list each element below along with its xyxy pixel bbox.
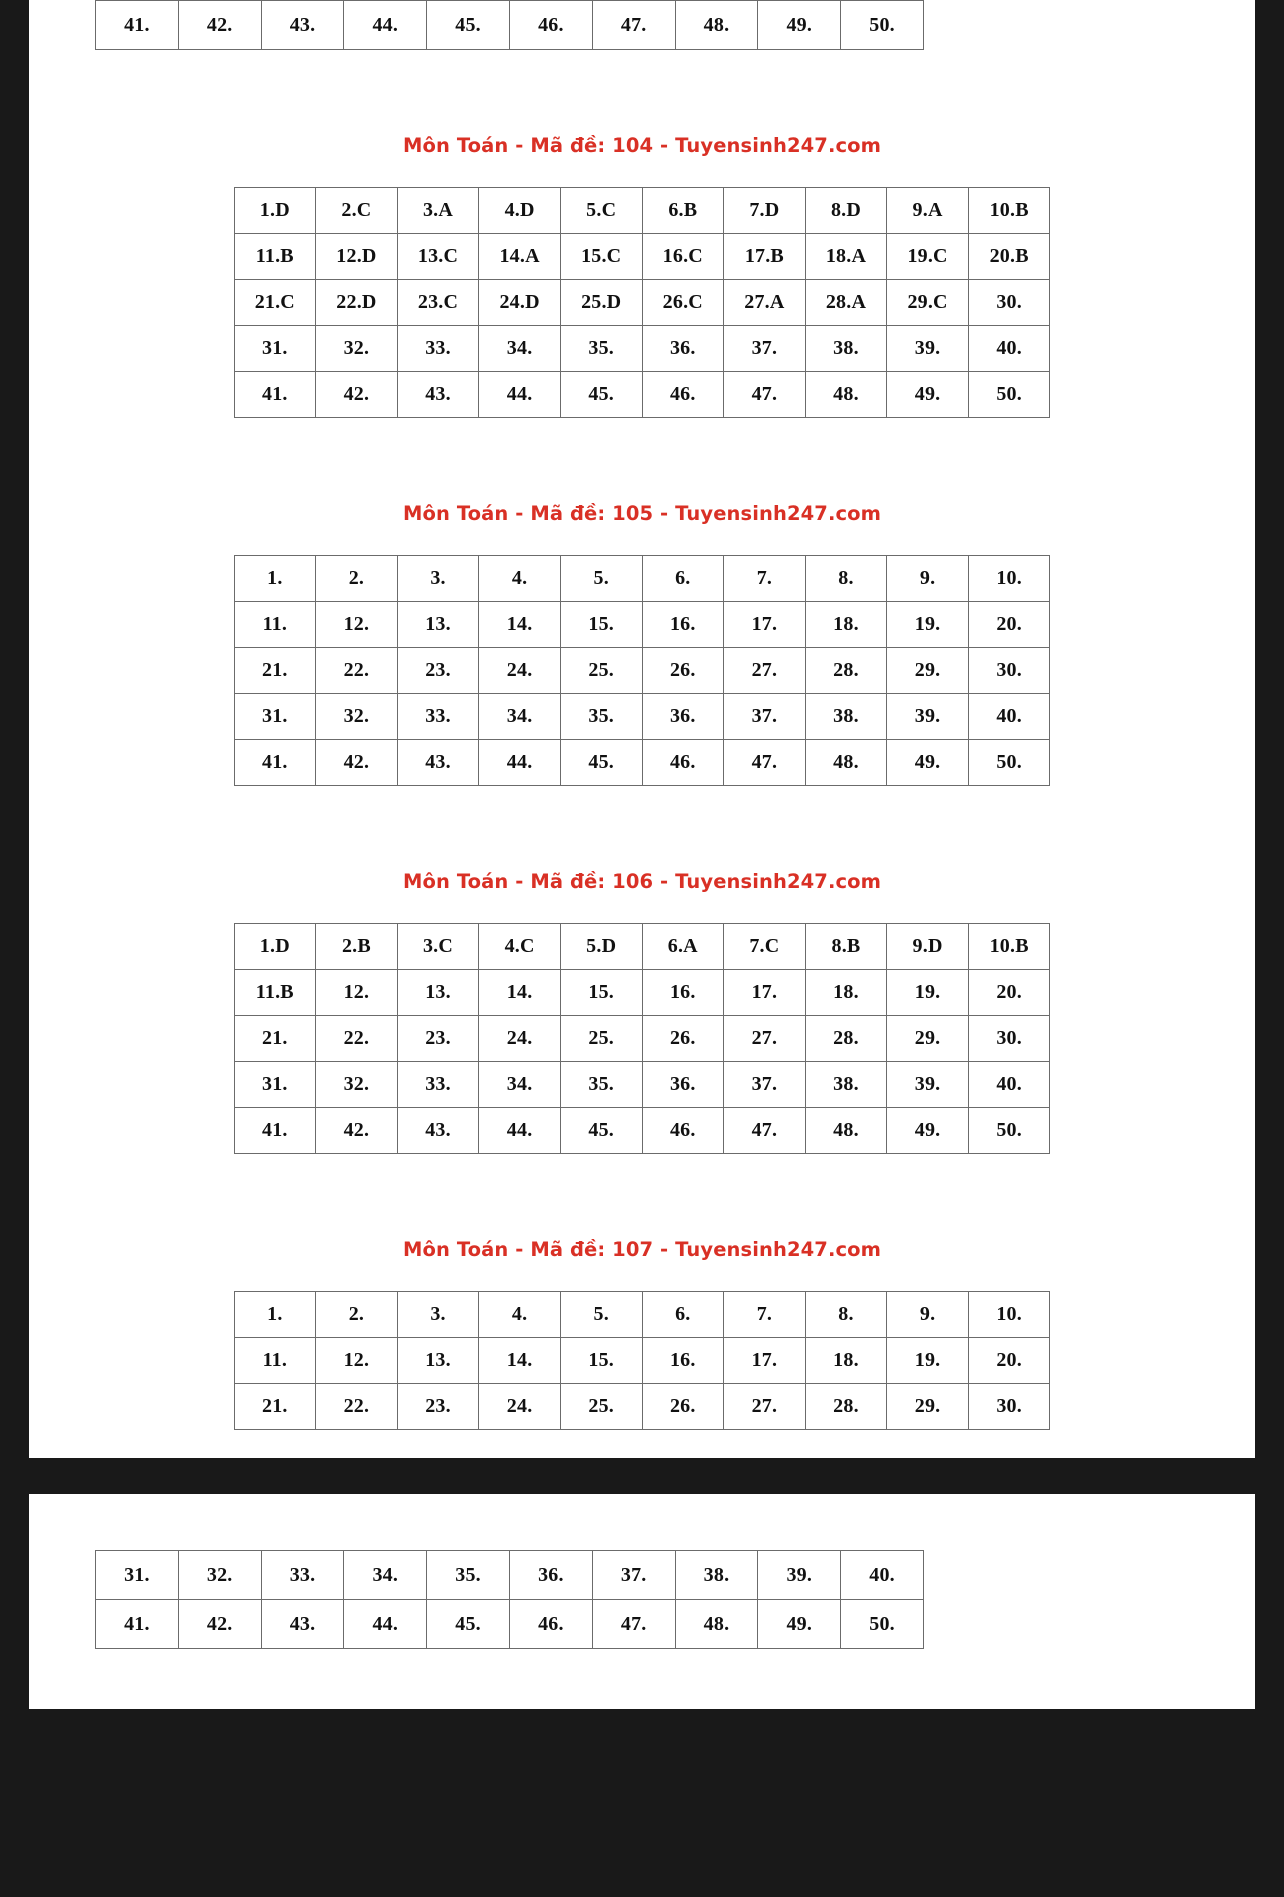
- answer-cell: 24.D: [479, 280, 561, 326]
- section-top-spacer: [29, 50, 1255, 134]
- answer-cell: 4.: [479, 556, 561, 602]
- answer-cell: 50.: [968, 1108, 1050, 1154]
- answer-cell: 43.: [261, 1600, 344, 1649]
- answer-cell: 15.: [560, 1338, 642, 1384]
- answer-cell: 42.: [316, 740, 398, 786]
- answer-cell: 3.: [397, 1292, 479, 1338]
- answer-cell: 19.: [887, 1338, 969, 1384]
- answer-cell: 16.: [642, 602, 724, 648]
- answer-cell: 25.D: [560, 280, 642, 326]
- answer-cell: 8.: [805, 556, 887, 602]
- answer-table-105: [234, 555, 1051, 786]
- answer-cell: 43.: [397, 740, 479, 786]
- answer-cell: 26.C: [642, 280, 724, 326]
- answer-cell: 45.: [560, 740, 642, 786]
- answer-cell: 44.: [344, 1, 427, 50]
- table-row: [96, 1551, 924, 1600]
- answer-cell: 38.: [805, 1062, 887, 1108]
- table-row: [96, 1600, 924, 1649]
- answer-cell: 6.: [642, 556, 724, 602]
- answer-cell: 15.C: [560, 234, 642, 280]
- answer-cell: 19.C: [887, 234, 969, 280]
- table-row: [234, 326, 1050, 372]
- answer-cell: 27.: [724, 1016, 806, 1062]
- answer-cell: 9.A: [887, 188, 969, 234]
- answer-cell: 30.: [968, 648, 1050, 694]
- answer-cell: 41.: [96, 1, 179, 50]
- answer-cell: 25.: [560, 648, 642, 694]
- answer-cell: 21.C: [234, 280, 316, 326]
- answer-cell: 45.: [560, 1108, 642, 1154]
- answer-cell: 32.: [316, 694, 398, 740]
- answer-cell: 2.: [316, 1292, 398, 1338]
- answer-cell: 48.: [805, 1108, 887, 1154]
- answer-cell: 45.: [427, 1600, 510, 1649]
- answer-cell: 21.: [234, 1016, 316, 1062]
- answer-cell: 31.: [234, 1062, 316, 1108]
- answer-cell: 11.: [234, 602, 316, 648]
- answer-cell: 27.: [724, 1384, 806, 1430]
- answer-cell: 14.: [479, 970, 561, 1016]
- answer-cell: 33.: [261, 1551, 344, 1600]
- answer-cell: 50.: [968, 372, 1050, 418]
- answer-cell: 39.: [887, 694, 969, 740]
- answer-sections: [29, 50, 1255, 1430]
- answer-cell: 28.: [805, 648, 887, 694]
- answer-cell: 47.: [724, 372, 806, 418]
- answer-cell: 26.: [642, 648, 724, 694]
- answer-cell: 3.: [397, 556, 479, 602]
- answer-cell: 33.: [397, 694, 479, 740]
- answer-cell: 2.: [316, 556, 398, 602]
- answer-cell: 33.: [397, 1062, 479, 1108]
- answer-cell: 47.: [724, 1108, 806, 1154]
- answer-cell: 1.: [234, 556, 316, 602]
- next-page-table-wrapper: [29, 1550, 1255, 1649]
- answer-cell: 22.: [316, 648, 398, 694]
- answer-cell: 11.B: [234, 234, 316, 280]
- answer-cell: 2.B: [316, 924, 398, 970]
- answer-cell: 12.: [316, 602, 398, 648]
- answer-cell: 1.D: [234, 924, 316, 970]
- answer-cell: 48.: [675, 1600, 758, 1649]
- table-row: [96, 1, 924, 50]
- answer-table-107: [234, 1291, 1051, 1430]
- answer-cell: 15.: [560, 602, 642, 648]
- answer-cell: 38.: [805, 326, 887, 372]
- answer-cell: 12.D: [316, 234, 398, 280]
- answer-cell: 50.: [841, 1, 924, 50]
- answer-cell: 50.: [841, 1600, 924, 1649]
- section-title-spacer: [29, 157, 1255, 187]
- answer-table-next-page: [95, 1550, 924, 1649]
- answer-cell: 14.: [479, 602, 561, 648]
- answer-cell: 24.: [479, 1016, 561, 1062]
- answer-cell: 47.: [724, 740, 806, 786]
- answer-cell: 7.C: [724, 924, 806, 970]
- answer-cell: 5.: [560, 1292, 642, 1338]
- answer-cell: 44.: [479, 372, 561, 418]
- answer-cell: 9.D: [887, 924, 969, 970]
- answer-cell: 13.: [397, 1338, 479, 1384]
- section-top-spacer: [29, 1154, 1255, 1238]
- section-title-107: Môn Toán - Mã đề: 107 - Tuyensinh247.com: [402, 1238, 882, 1261]
- section-title-106: Môn Toán - Mã đề: 106 - Tuyensinh247.com: [402, 870, 882, 893]
- answer-cell: 13.: [397, 602, 479, 648]
- answer-cell: 35.: [427, 1551, 510, 1600]
- answer-cell: 37.: [724, 326, 806, 372]
- answer-cell: 43.: [261, 1, 344, 50]
- answer-cell: 39.: [887, 326, 969, 372]
- answer-cell: 42.: [178, 1600, 261, 1649]
- answer-cell: 43.: [397, 1108, 479, 1154]
- answer-cell: 41.: [234, 372, 316, 418]
- table-row: [234, 280, 1050, 326]
- answer-cell: 13.: [397, 970, 479, 1016]
- answer-table-continuation: [95, 0, 924, 50]
- answer-cell: 34.: [479, 1062, 561, 1108]
- table-row: [234, 740, 1050, 786]
- answer-cell: 48.: [805, 372, 887, 418]
- table-row: [234, 556, 1050, 602]
- answer-cell: 48.: [805, 740, 887, 786]
- answer-cell: 22.D: [316, 280, 398, 326]
- answer-cell: 20.: [968, 602, 1050, 648]
- answer-cell: 18.: [805, 602, 887, 648]
- answer-cell: 31.: [234, 326, 316, 372]
- answer-cell: 49.: [887, 740, 969, 786]
- answer-cell: 18.: [805, 1338, 887, 1384]
- answer-cell: 33.: [397, 326, 479, 372]
- page-separator-gap: [0, 1458, 1284, 1494]
- answer-cell: 41.: [96, 1600, 179, 1649]
- answer-cell: 2.C: [316, 188, 398, 234]
- answer-cell: 8.D: [805, 188, 887, 234]
- section-title-spacer: [29, 1261, 1255, 1291]
- answer-cell: 43.: [397, 372, 479, 418]
- answer-cell: 22.: [316, 1016, 398, 1062]
- answer-cell: 18.A: [805, 234, 887, 280]
- answer-cell: 32.: [316, 326, 398, 372]
- answer-cell: 40.: [841, 1551, 924, 1600]
- answer-cell: 17.: [724, 602, 806, 648]
- answer-cell: 5.: [560, 556, 642, 602]
- answer-cell: 44.: [479, 740, 561, 786]
- answer-cell: 24.: [479, 1384, 561, 1430]
- answer-cell: 38.: [675, 1551, 758, 1600]
- answer-cell: 46.: [642, 372, 724, 418]
- section-title-104: Môn Toán - Mã đề: 104 - Tuyensinh247.com: [402, 134, 882, 157]
- answer-cell: 48.: [675, 1, 758, 50]
- answer-cell: 37.: [724, 1062, 806, 1108]
- answer-cell: 46.: [642, 1108, 724, 1154]
- answer-cell: 42.: [316, 1108, 398, 1154]
- answer-cell: 27.A: [724, 280, 806, 326]
- answer-cell: 3.A: [397, 188, 479, 234]
- answer-cell: 45.: [560, 372, 642, 418]
- answer-table-106: [234, 923, 1051, 1154]
- answer-cell: 12.: [316, 1338, 398, 1384]
- answer-cell: 10.B: [968, 924, 1050, 970]
- answer-cell: 36.: [509, 1551, 592, 1600]
- answer-cell: 8.: [805, 1292, 887, 1338]
- answer-cell: 49.: [887, 1108, 969, 1154]
- answer-cell: 41.: [234, 740, 316, 786]
- table-row: [234, 1062, 1050, 1108]
- answer-cell: 37.: [724, 694, 806, 740]
- answer-cell: 47.: [592, 1600, 675, 1649]
- answer-cell: 13.C: [397, 234, 479, 280]
- table-row: [234, 924, 1050, 970]
- answer-cell: 20.: [968, 1338, 1050, 1384]
- answer-cell: 19.: [887, 602, 969, 648]
- section-top-spacer: [29, 418, 1255, 502]
- answer-cell: 21.: [234, 648, 316, 694]
- answer-cell: 22.: [316, 1384, 398, 1430]
- answer-cell: 4.: [479, 1292, 561, 1338]
- answer-cell: 6.: [642, 1292, 724, 1338]
- answer-cell: 21.: [234, 1384, 316, 1430]
- section-title-spacer: [29, 893, 1255, 923]
- table-row: [234, 1108, 1050, 1154]
- table-row: [234, 1292, 1050, 1338]
- answer-cell: 36.: [642, 1062, 724, 1108]
- answer-cell: 1.: [234, 1292, 316, 1338]
- document-page-bottom: [29, 1494, 1255, 1709]
- answer-cell: 6.A: [642, 924, 724, 970]
- answer-cell: 23.C: [397, 280, 479, 326]
- answer-cell: 11.: [234, 1338, 316, 1384]
- continuation-table-wrapper: [29, 0, 1255, 50]
- answer-cell: 1.D: [234, 188, 316, 234]
- answer-cell: 3.C: [397, 924, 479, 970]
- answer-cell: 41.: [234, 1108, 316, 1154]
- answer-cell: 25.: [560, 1384, 642, 1430]
- answer-cell: 32.: [178, 1551, 261, 1600]
- answer-cell: 29.C: [887, 280, 969, 326]
- answer-cell: 9.: [887, 1292, 969, 1338]
- table-row: [234, 602, 1050, 648]
- answer-cell: 23.: [397, 648, 479, 694]
- answer-cell: 16.C: [642, 234, 724, 280]
- answer-cell: 28.: [805, 1016, 887, 1062]
- answer-cell: 46.: [642, 740, 724, 786]
- answer-cell: 47.: [592, 1, 675, 50]
- answer-cell: 44.: [344, 1600, 427, 1649]
- answer-cell: 29.: [887, 1016, 969, 1062]
- answer-cell: 29.: [887, 648, 969, 694]
- answer-cell: 35.: [560, 326, 642, 372]
- answer-cell: 27.: [724, 648, 806, 694]
- table-row: [234, 694, 1050, 740]
- answer-cell: 28.A: [805, 280, 887, 326]
- answer-cell: 10.B: [968, 188, 1050, 234]
- answer-cell: 23.: [397, 1016, 479, 1062]
- answer-cell: 18.: [805, 970, 887, 1016]
- answer-cell: 5.D: [560, 924, 642, 970]
- answer-cell: 35.: [560, 1062, 642, 1108]
- answer-cell: 30.: [968, 1384, 1050, 1430]
- answer-cell: 5.C: [560, 188, 642, 234]
- answer-cell: 49.: [758, 1, 841, 50]
- answer-cell: 34.: [479, 694, 561, 740]
- answer-cell: 26.: [642, 1016, 724, 1062]
- answer-cell: 31.: [234, 694, 316, 740]
- answer-cell: 44.: [479, 1108, 561, 1154]
- answer-cell: 16.: [642, 1338, 724, 1384]
- answer-cell: 45.: [427, 1, 510, 50]
- answer-cell: 17.B: [724, 234, 806, 280]
- answer-cell: 10.: [968, 556, 1050, 602]
- answer-cell: 25.: [560, 1016, 642, 1062]
- answer-cell: 26.: [642, 1384, 724, 1430]
- answer-cell: 30.: [968, 280, 1050, 326]
- answer-cell: 7.: [724, 556, 806, 602]
- answer-cell: 49.: [887, 372, 969, 418]
- table-row: [234, 1384, 1050, 1430]
- answer-cell: 39.: [758, 1551, 841, 1600]
- answer-cell: 11.B: [234, 970, 316, 1016]
- table-row: [234, 188, 1050, 234]
- answer-cell: 20.: [968, 970, 1050, 1016]
- answer-cell: 39.: [887, 1062, 969, 1108]
- answer-cell: 42.: [316, 372, 398, 418]
- answer-cell: 42.: [178, 1, 261, 50]
- answer-cell: 46.: [509, 1, 592, 50]
- answer-cell: 7.D: [724, 188, 806, 234]
- answer-cell: 6.B: [642, 188, 724, 234]
- answer-cell: 8.B: [805, 924, 887, 970]
- table-row: [234, 372, 1050, 418]
- answer-cell: 19.: [887, 970, 969, 1016]
- answer-cell: 49.: [758, 1600, 841, 1649]
- answer-cell: 50.: [968, 740, 1050, 786]
- table-row: [234, 234, 1050, 280]
- table-row: [234, 648, 1050, 694]
- answer-cell: 46.: [509, 1600, 592, 1649]
- answer-cell: 23.: [397, 1384, 479, 1430]
- answer-cell: 38.: [805, 694, 887, 740]
- table-row: [234, 970, 1050, 1016]
- answer-cell: 9.: [887, 556, 969, 602]
- answer-cell: 32.: [316, 1062, 398, 1108]
- table-row: [234, 1016, 1050, 1062]
- section-top-spacer: [29, 786, 1255, 870]
- answer-cell: 4.D: [479, 188, 561, 234]
- answer-cell: 15.: [560, 970, 642, 1016]
- answer-cell: 14.A: [479, 234, 561, 280]
- answer-table-104: [234, 187, 1051, 418]
- section-title-spacer: [29, 525, 1255, 555]
- answer-cell: 29.: [887, 1384, 969, 1430]
- answer-cell: 14.: [479, 1338, 561, 1384]
- answer-cell: 37.: [592, 1551, 675, 1600]
- answer-cell: 17.: [724, 1338, 806, 1384]
- answer-cell: 7.: [724, 1292, 806, 1338]
- answer-cell: 28.: [805, 1384, 887, 1430]
- section-title-105: Môn Toán - Mã đề: 105 - Tuyensinh247.com: [402, 502, 882, 525]
- answer-cell: 40.: [968, 1062, 1050, 1108]
- answer-cell: 31.: [96, 1551, 179, 1600]
- answer-cell: 17.: [724, 970, 806, 1016]
- answer-cell: 36.: [642, 694, 724, 740]
- answer-cell: 34.: [479, 326, 561, 372]
- answer-cell: 12.: [316, 970, 398, 1016]
- answer-cell: 4.C: [479, 924, 561, 970]
- answer-cell: 10.: [968, 1292, 1050, 1338]
- answer-cell: 36.: [642, 326, 724, 372]
- table-row: [234, 1338, 1050, 1384]
- answer-cell: 34.: [344, 1551, 427, 1600]
- answer-cell: 40.: [968, 694, 1050, 740]
- document-page-top: [29, 0, 1255, 1458]
- answer-cell: 20.B: [968, 234, 1050, 280]
- answer-cell: 24.: [479, 648, 561, 694]
- answer-cell: 30.: [968, 1016, 1050, 1062]
- answer-cell: 16.: [642, 970, 724, 1016]
- answer-cell: 40.: [968, 326, 1050, 372]
- answer-cell: 35.: [560, 694, 642, 740]
